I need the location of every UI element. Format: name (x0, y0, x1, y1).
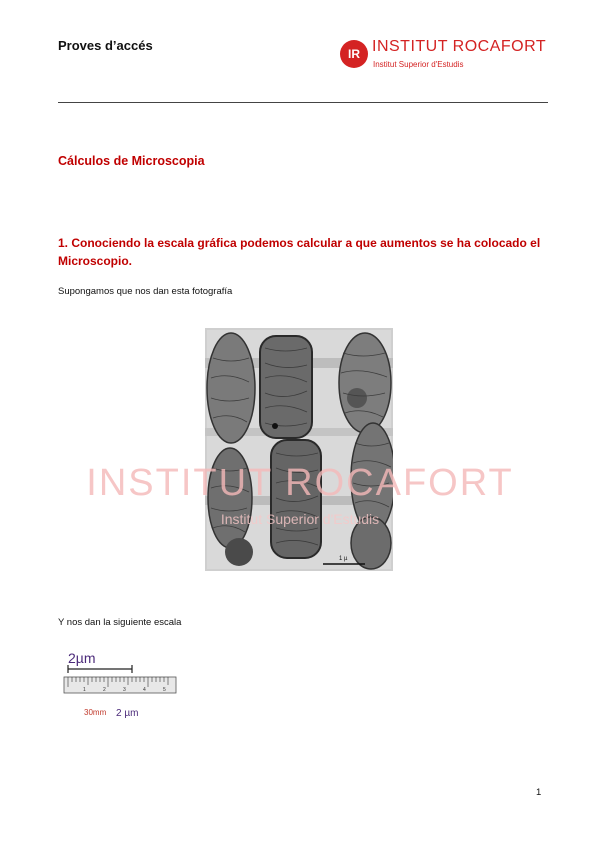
ruler-number: 1 (83, 687, 86, 693)
section-title: Cálculos de Microscopia (58, 154, 205, 168)
logo-name: INSTITUT ROCAFORT (372, 38, 547, 55)
institute-logo (340, 40, 560, 76)
scale-bar-image (62, 648, 182, 723)
photo-scale-label: 1 µ (339, 556, 348, 562)
ruler-number: 4 (143, 687, 146, 693)
logo-badge: IR (340, 40, 368, 68)
header-title: Proves d’accés (58, 38, 153, 53)
question-heading: 1. Conociendo la escala gráfica podemos calcular a que aumentos se ha colocado el Microscopio. (58, 236, 541, 268)
intro-text: Supongamos que nos dan esta fotografía (58, 286, 233, 297)
scale-bar-label: 2µm (68, 650, 96, 666)
page-number: 1 (536, 787, 542, 798)
scale-caption-um: 2 µm (116, 708, 139, 719)
ruler-number: 3 (123, 687, 126, 693)
scale-caption-mm: 30mm (84, 708, 107, 717)
logo-subtitle: Institut Superior d'Estudis (373, 60, 464, 69)
header-divider (58, 102, 548, 103)
watermark-text: INSTITUT ROCAFORT (86, 462, 514, 504)
watermark-subtitle: Institut Superior d'Estudis (220, 511, 380, 527)
ruler-number: 5 (163, 687, 166, 693)
scale-intro-text: Y nos dan la siguiente escala (58, 617, 182, 628)
micrograph-image (205, 328, 393, 571)
ruler-number: 2 (103, 687, 106, 693)
